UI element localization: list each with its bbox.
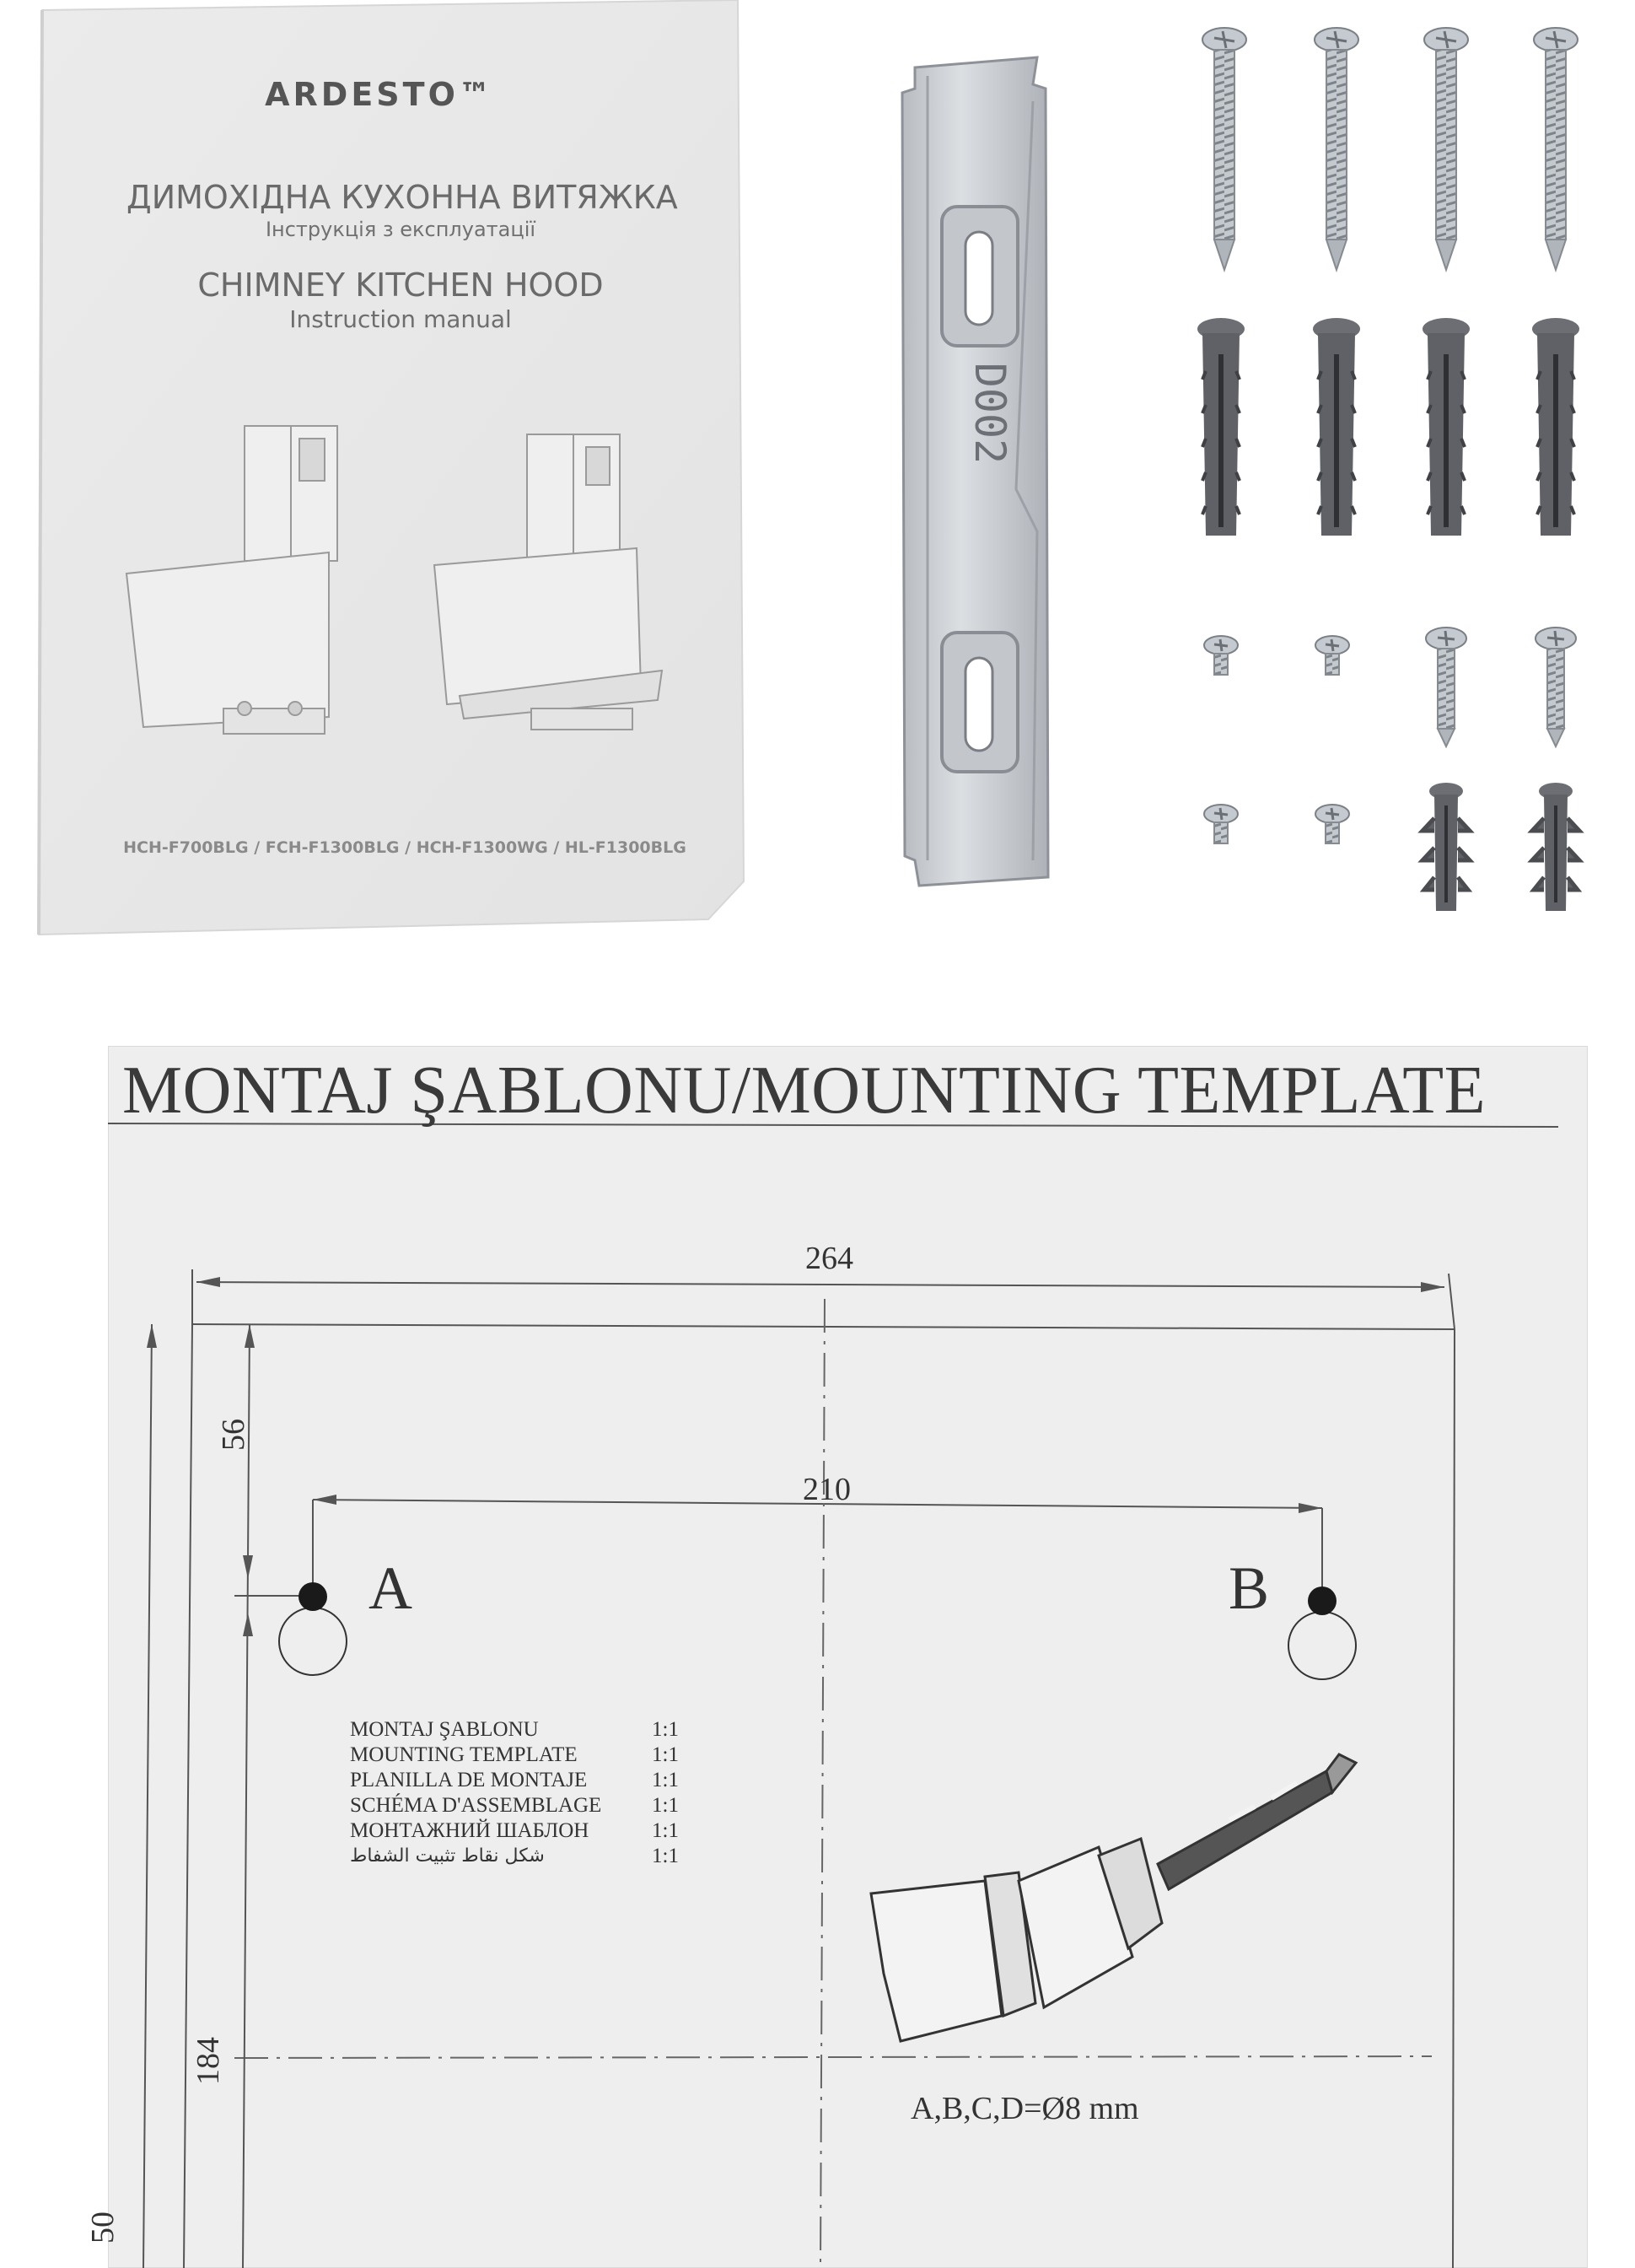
wall-dowel: [1197, 318, 1245, 536]
hardware-set: [1172, 21, 1611, 940]
long-screw: [1315, 28, 1358, 270]
manual-title-english: CHIMNEY KITCHEN HOOD: [197, 267, 604, 304]
long-screw: [1534, 28, 1578, 270]
bracket-marking: D002: [965, 362, 1014, 465]
small-screw: [1204, 636, 1238, 675]
scale-row: MOUNTING TEMPLATE 1:1: [350, 1743, 679, 1766]
wall-dowel: [1423, 318, 1470, 536]
long-screw: [1202, 28, 1246, 270]
manual-subtitle-english: Instruction manual: [289, 305, 512, 333]
small-screw: [1315, 805, 1349, 843]
template-title: MONTAJ ŞABLONU/MOUNTING TEMPLATE: [122, 1053, 1487, 1128]
long-screw: [1424, 28, 1468, 270]
scale-row: شكل نقاط تثبيت الشفاط 1:1: [350, 1845, 679, 1867]
small-screw: [1315, 636, 1349, 675]
metal-mounting-bracket: [898, 51, 1058, 902]
manual-subtitle-ukrainian: Інструкція з експлуатації: [265, 218, 536, 241]
scale-row: МОНТАЖНИЙ ШАБЛОН 1:1: [350, 1819, 679, 1842]
mounting-template-sheet: [108, 1046, 1588, 2268]
dimension-overall-width: 264: [805, 1241, 853, 1276]
plastic-anchor: [1423, 783, 1470, 911]
dimension-hole-spacing: 210: [803, 1472, 851, 1507]
brand-logo-text: ARDESTO™: [265, 76, 494, 113]
scale-row: MONTAJ ŞABLONU 1:1: [350, 1718, 679, 1741]
dimension-top-offset: 56: [216, 1419, 251, 1451]
model-numbers: HCH-F700BLG / FCH-F1300BLG / HCH-F1300WG / HL-F1300BLG: [123, 838, 686, 857]
wall-dowel: [1532, 318, 1579, 536]
manual-title-ukrainian: ДИМОХІДНА КУХОННА ВИТЯЖКА: [126, 179, 678, 216]
medium-screw: [1426, 628, 1466, 746]
wall-dowel: [1313, 318, 1360, 536]
point-label-b: B: [1229, 1554, 1270, 1622]
scale-row: SCHÉMA D'ASSEMBLAGE 1:1: [350, 1794, 679, 1817]
plastic-anchor: [1532, 783, 1579, 911]
scale-row: PLANILLA DE MONTAJE 1:1: [350, 1769, 679, 1791]
small-screw: [1204, 805, 1238, 843]
scale-legend: [350, 1717, 679, 1869]
drill-diameter-note: A,B,C,D=Ø8 mm: [911, 2091, 1139, 2126]
instruction-manual-booklet: [34, 0, 746, 938]
dimension-lower-offset: 184: [191, 2037, 226, 2085]
point-label-a: A: [368, 1554, 412, 1622]
medium-screw: [1536, 628, 1576, 746]
dimension-edge-number: 50: [85, 2211, 121, 2244]
